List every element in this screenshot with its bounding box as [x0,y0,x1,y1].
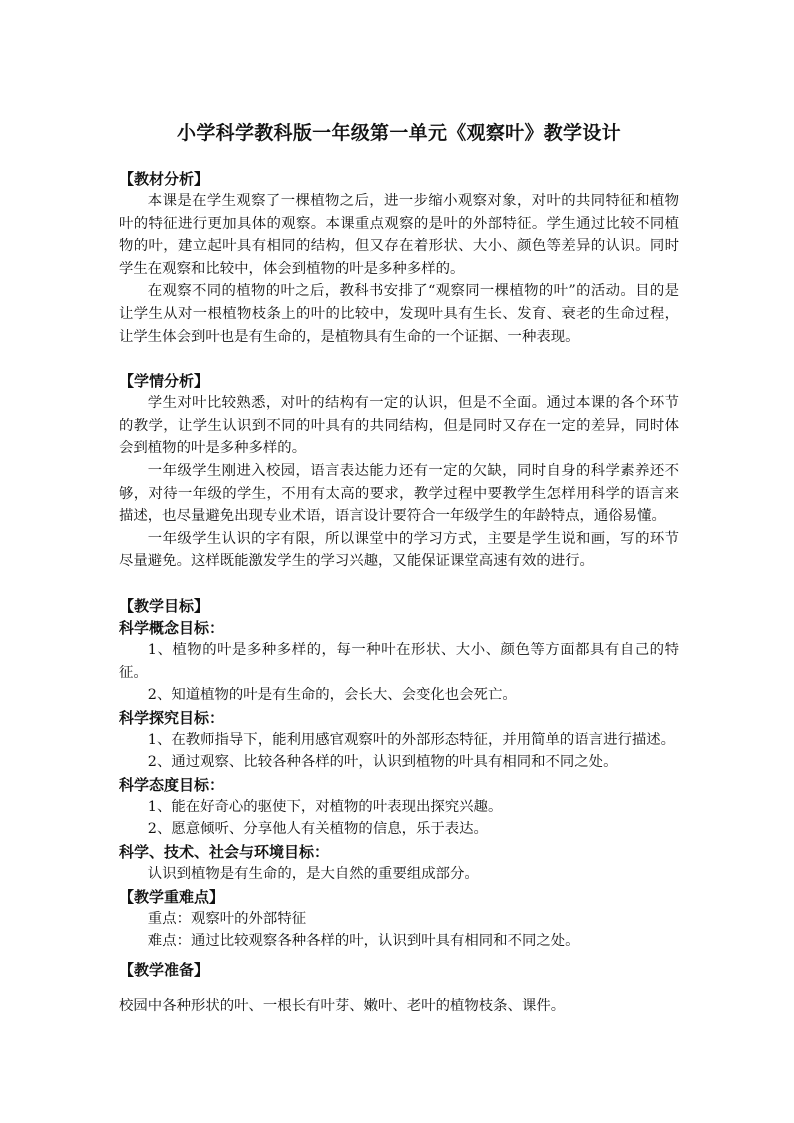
goal-subheading: 科学、技术、社会与环境目标： [119,843,330,862]
difficult-point: 难点：通过比较观察各种各样的叶，认识到叶具有相同和不同之处。 [147,933,580,950]
document-title: 小学科学教科版一年级第一单元《观察叶》教学设计 [177,122,621,144]
paragraph: 学生对叶比较熟悉，对叶的结构有一定的认识，但是不全面。通过本课的各个环节的教学，让学生认识到不同的叶具有的共同结构，但是同时又存在一定的差异，同时体会到植物的叶是多种多样的。 [119,395,679,457]
paragraph: 在观察不同的植物的叶之后，教科书安排了“观察同一棵植物的叶”的活动。目的是让学生从对一根植物枝条上的叶的比较中，发现叶具有生长、发育、衰老的生命过程，让学生体会到叶也是有生命的，是植物具有生命的一个证据、一种表现。 [119,283,679,345]
paragraph: 一年级学生认识的字有限，所以课堂中的学习方式，主要是学生说和画，写的环节尽量避免。这样既能激发学生的学习兴趣，又能保证课堂高速有效的进行。 [119,530,679,570]
section-heading: 【教学目标】 [119,596,210,615]
key-point: 重点：观察叶的外部特征 [147,910,307,927]
section-key-difficult-points [119,886,679,953]
section-teaching-preparation [119,959,679,1018]
goal-subheading: 科学态度目标： [119,775,225,794]
goal-item: 认识到植物是有生命的，是大自然的重要组成部分。 [147,866,479,883]
section-heading: 【教学重难点】 [119,887,225,906]
goal-subheading: 科学探究目标： [119,708,225,727]
preparation-text: 校园中各种形状的叶、一根长有叶芽、嫩叶、老叶的植物枝条、课件。 [119,997,566,1014]
section-heading: 【教学准备】 [119,960,210,979]
goal-item: 1、植物的叶是多种多样的，每一种叶在形状、大小、颜色等方面都具有自己的特征。 [119,641,679,681]
goal-item: 1、能在好奇心的驱使下，对植物的叶表现出探究兴趣。 [147,798,503,815]
section-textbook-analysis [119,168,679,348]
section-teaching-goals [119,595,679,886]
goal-item: 1、在教师指导下，能利用感官观察叶的外部形态特征，并用简单的语言进行描述。 [147,731,676,748]
paragraph: 一年级学生刚进入校园，语言表达能力还有一定的欠缺，同时自身的科学素养还不够，对待一年级的学生，不用有太高的要求，教学过程中要教学生怎样用科学的语言来描述，也尽量避免出现专业术语，语言设计要符合一年级学生的年龄特点，通俗易懂。 [119,462,679,525]
goal-subheading: 科学概念目标： [119,618,225,637]
section-heading: 【学情分析】 [119,372,210,391]
goal-item: 2、愿意倾听、分享他人有关植物的信息，乐于表达。 [147,821,488,838]
paragraph: 本课是在学生观察了一棵植物之后，进一步缩小观察对象，对叶的共同特征和植物叶的特征进行更加具体的观察。本课重点观察的是叶的外部特征。学生通过比较不同植物的叶，建立起叶具有相同的结构，但又存在着形状、大小、颜色等差异的认识。同时学生在观察和比较中，体会到植物的叶是多种多样的。 [119,193,679,277]
section-student-analysis [119,370,679,573]
goal-item: 2、知道植物的叶是有生命的，会长大、会变化也会死亡。 [147,687,517,704]
goal-item: 2、通过观察、比较各种各样的叶，认识到植物的叶具有相同和不同之处。 [147,754,618,771]
section-heading: 【教材分析】 [119,170,210,188]
document-page [119,118,679,1017]
